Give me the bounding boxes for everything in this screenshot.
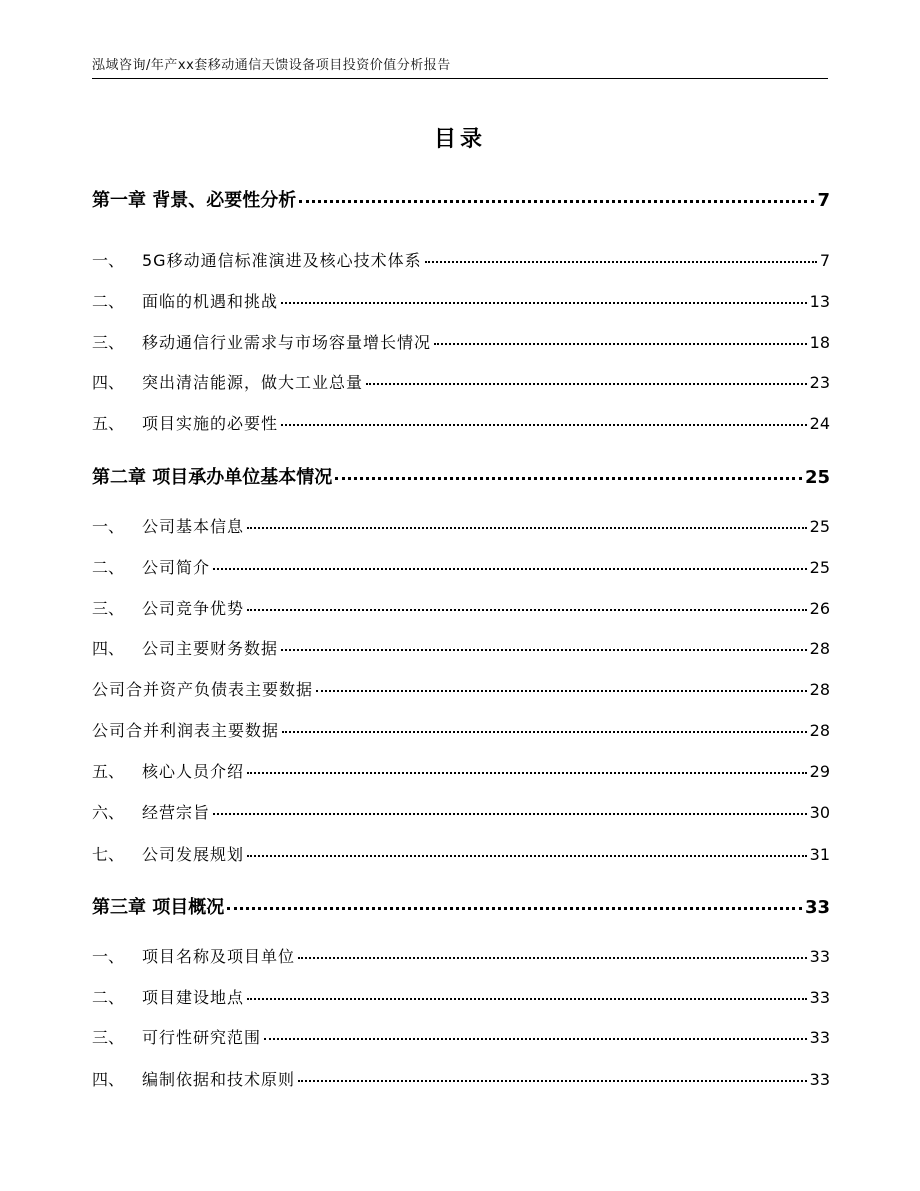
toc-entry-title: 项目实施的必要性: [142, 414, 279, 433]
toc-page-number: 33: [804, 897, 830, 918]
toc-entry[interactable]: [92, 555, 830, 578]
toc-entry[interactable]: [92, 411, 830, 434]
dot-leader: [335, 477, 802, 480]
toc-page-number: 7: [819, 251, 830, 270]
dot-leader: [213, 813, 807, 815]
toc-page-number: 31: [809, 845, 830, 864]
toc-entry[interactable]: [92, 514, 830, 537]
toc-entry-number: 五、: [92, 414, 125, 433]
toc-entry-title: 第一章 背景、必要性分析: [92, 190, 297, 211]
dot-leader: [366, 383, 807, 385]
toc-page-number: 23: [809, 373, 830, 392]
toc-entry-title: 项目建设地点: [142, 988, 245, 1007]
running-header: 泓域咨询/年产xx套移动通信天馈设备项目投资价值分析报告: [92, 58, 451, 73]
dot-leader: [247, 998, 807, 1000]
toc-entry-title: 突出清洁能源，做大工业总量: [142, 373, 364, 392]
toc-entry-title: 移动通信行业需求与市场容量增长情况: [142, 333, 432, 352]
dot-leader: [298, 957, 807, 959]
toc-subentry[interactable]: [92, 718, 830, 741]
toc-entry[interactable]: [92, 800, 830, 823]
toc-entry[interactable]: [92, 759, 830, 782]
toc-entry[interactable]: [92, 370, 830, 393]
toc-entry-title: 公司简介: [142, 558, 211, 577]
toc-entry-title: 可行性研究范围: [142, 1028, 262, 1047]
toc-entry-number: 一、: [92, 251, 125, 270]
toc-entry-title: 第二章 项目承办单位基本情况: [92, 467, 333, 488]
dot-leader: [247, 609, 807, 611]
toc-entry-number: 四、: [92, 1070, 125, 1089]
toc-entry-title: 公司合并利润表主要数据: [92, 721, 280, 740]
toc-entry-number: 六、: [92, 803, 125, 822]
toc-entry[interactable]: [92, 330, 830, 353]
toc-entry[interactable]: [92, 248, 830, 271]
dot-leader: [264, 1038, 807, 1040]
toc-entry-number: 一、: [92, 517, 125, 536]
toc-page-number: 26: [809, 599, 830, 618]
toc-page-number: 28: [809, 639, 830, 658]
toc-page-number: 33: [809, 1070, 830, 1089]
dot-leader: [434, 343, 807, 345]
toc-entry[interactable]: [92, 985, 830, 1008]
toc-entry-number: 七、: [92, 845, 125, 864]
toc-page-number: 24: [809, 414, 830, 433]
toc-entry-number: 三、: [92, 599, 125, 618]
dot-leader: [298, 1080, 807, 1082]
toc-entry[interactable]: [92, 1025, 830, 1048]
dot-leader: [281, 424, 807, 426]
toc-entry[interactable]: [92, 944, 830, 967]
toc-page-number: 33: [809, 1028, 830, 1047]
toc-entry-number: 四、: [92, 639, 125, 658]
dot-leader: [281, 649, 807, 651]
toc-page-number: 13: [809, 292, 830, 311]
toc-page-number: 25: [809, 517, 830, 536]
toc-entry-title: 公司发展规划: [142, 845, 245, 864]
dot-leader: [247, 527, 807, 529]
dot-leader: [247, 855, 807, 857]
toc-entry-title: 项目名称及项目单位: [142, 947, 296, 966]
dot-leader: [282, 731, 807, 733]
toc-page-number: 28: [809, 680, 830, 699]
toc-entry-number: 三、: [92, 1028, 125, 1047]
dot-leader: [213, 568, 807, 570]
toc-chapter-2[interactable]: [92, 463, 830, 489]
toc-page-number: 29: [809, 762, 830, 781]
toc-page-number: 33: [809, 947, 830, 966]
toc-page-number: 7: [817, 190, 830, 211]
toc-page-number: 28: [809, 721, 830, 740]
dot-leader: [299, 200, 814, 203]
toc-entry-number: 二、: [92, 558, 125, 577]
toc-chapter-1[interactable]: [92, 186, 830, 212]
toc-title: 目录: [433, 127, 486, 152]
toc-entry-title: 公司竞争优势: [142, 599, 245, 618]
toc-entry-number: 三、: [92, 333, 125, 352]
toc-page-number: 30: [809, 803, 830, 822]
dot-leader: [316, 690, 807, 692]
header-divider: [92, 78, 828, 79]
toc-entry-title: 经营宗旨: [142, 803, 211, 822]
toc-entry[interactable]: [92, 1067, 830, 1090]
toc-entry-title: 核心人员介绍: [142, 762, 245, 781]
toc-entry-number: 一、: [92, 947, 125, 966]
dot-leader: [247, 772, 807, 774]
dot-leader: [281, 302, 807, 304]
toc-entry-title: 公司主要财务数据: [142, 639, 279, 658]
toc-entry[interactable]: [92, 842, 830, 865]
toc-entry-number: 二、: [92, 292, 125, 311]
toc-entry-title: 第三章 项目概况: [92, 897, 225, 918]
toc-entry[interactable]: [92, 289, 830, 312]
toc-chapter-3[interactable]: [92, 893, 830, 919]
toc-page-number: 25: [804, 467, 830, 488]
dot-leader: [227, 907, 802, 910]
toc-entry-number: 五、: [92, 762, 125, 781]
toc-entry-title: 公司合并资产负债表主要数据: [92, 680, 314, 699]
toc-subentry[interactable]: [92, 677, 830, 700]
toc-entry-number: 二、: [92, 988, 125, 1007]
toc-entry-title: 面临的机遇和挑战: [142, 292, 279, 311]
toc-entry-number: 四、: [92, 373, 125, 392]
toc-entry[interactable]: [92, 596, 830, 619]
toc-entry[interactable]: [92, 636, 830, 659]
toc-page-number: 18: [809, 333, 830, 352]
toc-entry-title: 编制依据和技术原则: [142, 1070, 296, 1089]
toc-page-number: 33: [809, 988, 830, 1007]
toc-entry-title: 公司基本信息: [142, 517, 245, 536]
toc-page-number: 25: [809, 558, 830, 577]
toc-entry-title: 5G移动通信标准演进及核心技术体系: [142, 251, 422, 270]
dot-leader: [425, 261, 817, 263]
